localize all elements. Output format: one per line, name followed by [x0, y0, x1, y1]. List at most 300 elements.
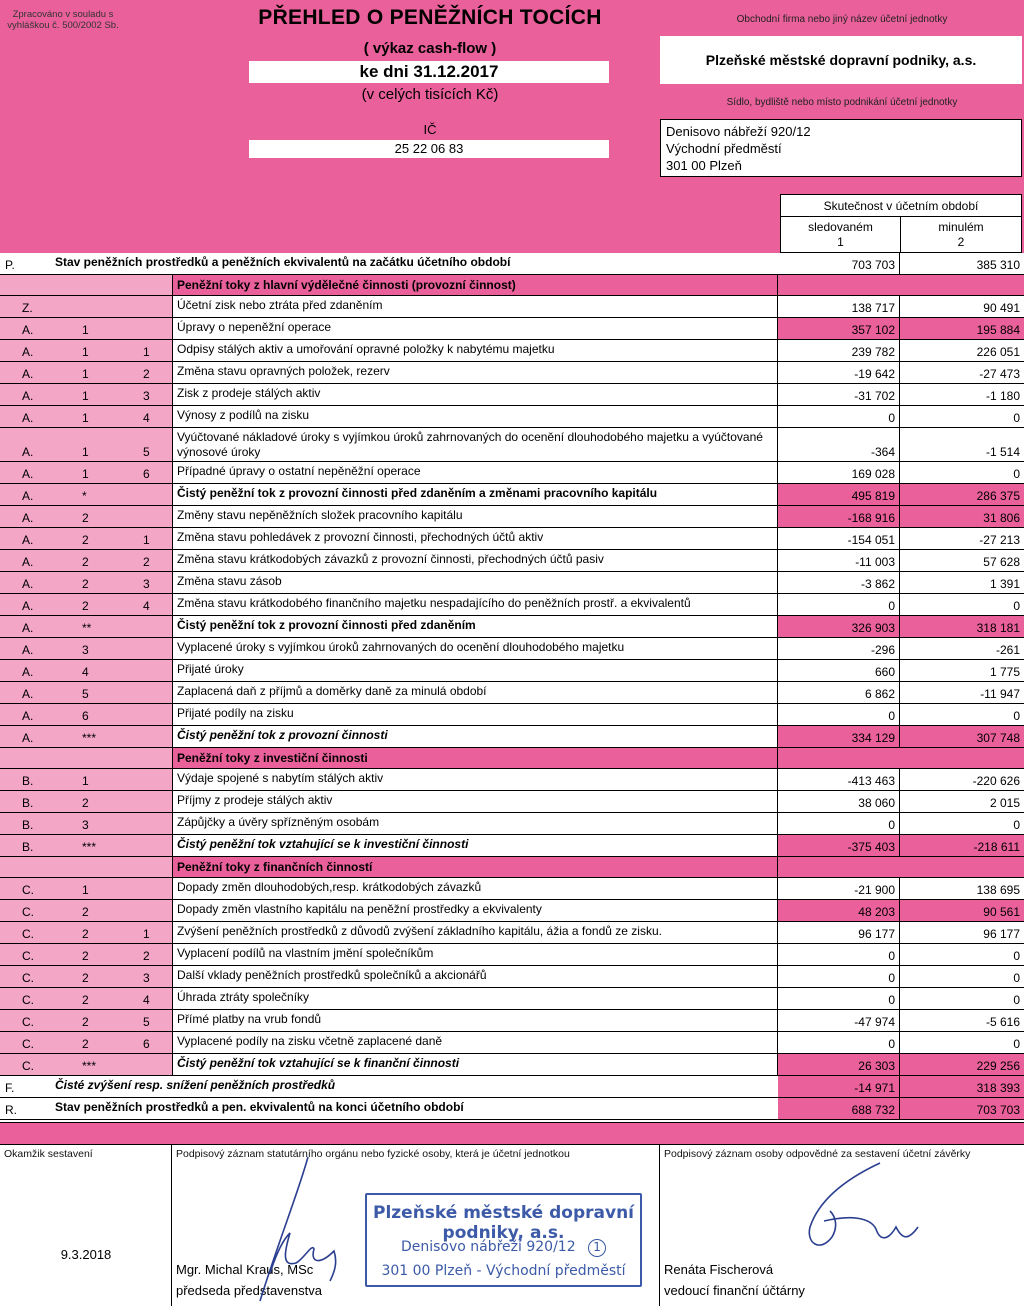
stamp-number: 1	[588, 1239, 606, 1257]
row-label: Přímé platby na vrub fondů	[172, 1010, 778, 1031]
value-current: -19 642	[778, 362, 900, 383]
value-current: -296	[778, 638, 900, 659]
row-code-number: 1	[82, 345, 89, 359]
row-label: Úhrada ztráty společníky	[172, 988, 778, 1009]
table-row	[0, 484, 1024, 506]
row-code-letter: C.	[22, 993, 34, 1007]
accountant-role: vedoucí finanční účtárny	[664, 1283, 805, 1298]
row-label: Čistý peněžní tok z provozní činnosti před zdaněním	[172, 616, 778, 637]
report-subtitle: ( výkaz cash-flow )	[363, 40, 497, 57]
stamp-company: Plzeňské městské dopravní podniky, a.s.	[372, 1203, 635, 1243]
opening-balance-row	[0, 253, 1024, 275]
row-code-letter: B.	[22, 840, 34, 854]
row-code-cell	[0, 428, 172, 461]
row-code-letter: A.	[22, 411, 34, 425]
row-code-letter: A.	[22, 345, 34, 359]
value-current: 0	[778, 594, 900, 615]
table-row	[0, 835, 1024, 857]
value-previous: 0	[900, 813, 1024, 834]
report-title: PŘEHLED O PENĚŽNÍCH TOCÍCH	[258, 6, 602, 29]
statutory-name: Mgr. Michal Kraus, MSc	[176, 1262, 314, 1277]
table-row	[0, 660, 1024, 682]
row-code-number: 1	[82, 323, 89, 337]
ico-value: 25 22 06 83	[249, 140, 609, 158]
column-current	[781, 217, 901, 253]
row-code-number: ***	[82, 731, 97, 745]
table-row	[0, 1032, 1024, 1054]
row-code-letter: A.	[22, 489, 34, 503]
row-code-number: 1	[82, 389, 89, 403]
seat-line: 301 00 Plzeň	[666, 158, 742, 173]
seat-line: Východní předměstí	[666, 141, 782, 156]
row-code-cell	[0, 1054, 172, 1075]
value-current: 0	[778, 966, 900, 987]
row-code: P.	[5, 258, 15, 272]
row-label: Vyplacené úroky s vyjímkou úroků zahrnovaných do ocenění dlouhodobého majetku	[172, 638, 778, 659]
value-current: 96 177	[778, 922, 900, 943]
value-previous: 0	[900, 1032, 1024, 1053]
table-row	[0, 594, 1024, 616]
value-previous: 0	[900, 944, 1024, 965]
row-code-number: *	[82, 489, 87, 503]
report-header	[0, 0, 1024, 253]
date-label: Okamžik sestavení	[4, 1148, 93, 1160]
row-code-number: 2	[82, 1037, 89, 1051]
row-code-letter: C.	[22, 949, 34, 963]
seat-line: Denisovo nábřeží 920/12	[666, 124, 811, 139]
row-label: Změna stavu pohledávek z provozní činnosti, přechodných účtů aktiv	[172, 528, 778, 549]
signature-footer	[0, 1144, 1024, 1306]
section-fill	[778, 275, 1024, 295]
value-previous: 226 051	[900, 340, 1024, 361]
row-label: Vyplacené podíly na zisku včetně zaplacené daně	[172, 1032, 778, 1053]
table-row	[0, 878, 1024, 900]
row-code-letter: C.	[22, 883, 34, 897]
row-code-number: 1	[82, 411, 89, 425]
value-previous: 2 015	[900, 791, 1024, 812]
value-previous: 1 391	[900, 572, 1024, 593]
value-current: 660	[778, 660, 900, 681]
row-label: Úpravy o nepeněžní operace	[172, 318, 778, 339]
row-code-number: 3	[82, 643, 89, 657]
row-code-cell	[0, 835, 172, 856]
value-current: -11 003	[778, 550, 900, 571]
table-row	[0, 406, 1024, 428]
table-row	[0, 726, 1024, 748]
row-label: Výnosy z podílů na zisku	[172, 406, 778, 427]
row-code-letter: A.	[22, 665, 34, 679]
row-code-cell	[0, 944, 172, 965]
value-previous: 195 884	[900, 318, 1024, 339]
value-previous: 1 775	[900, 660, 1024, 681]
row-code-cell	[0, 660, 172, 681]
table-row	[0, 900, 1024, 922]
value-current: 38 060	[778, 791, 900, 812]
row-label: Změna stavu opravných položek, rezerv	[172, 362, 778, 383]
column-previous-label: minulém	[938, 220, 984, 234]
row-code-cell	[0, 296, 172, 317]
row-code-letter: A.	[22, 323, 34, 337]
value-current: -14 971	[778, 1076, 900, 1097]
value-current: -21 900	[778, 878, 900, 899]
value-current: 357 102	[778, 318, 900, 339]
column-group-title: Skutečnost v účetním období	[781, 195, 1021, 217]
column-current-label: sledovaném	[808, 220, 873, 234]
value-current: 0	[778, 988, 900, 1009]
value-previous: 0	[900, 406, 1024, 427]
value-previous: -1 514	[900, 428, 1024, 461]
value-previous: 138 695	[900, 878, 1024, 899]
value-previous: 385 310	[900, 253, 1024, 274]
value-current: 48 203	[778, 900, 900, 921]
row-label: Přijaté úroky	[172, 660, 778, 681]
table-row	[0, 1010, 1024, 1032]
section-title: Peněžní toky z finančních činností	[172, 857, 778, 877]
section-header	[0, 857, 1024, 878]
row-code-cell	[0, 1032, 172, 1053]
report-date: ke dni 31.12.2017	[249, 61, 609, 83]
row-label: Odpisy stálých aktiv a umořování opravné položky k nabytému majetku	[172, 340, 778, 361]
value-previous: 318 181	[900, 616, 1024, 637]
row-label: Změny stavu nepěněžních složek pracovního kapitálu	[172, 506, 778, 527]
row-code-number: ***	[82, 1059, 97, 1073]
row-code-subnumber: 2	[143, 949, 150, 963]
accountant-signer	[664, 1259, 805, 1301]
row-code-cell	[0, 769, 172, 790]
row-label: Změna stavu zásob	[172, 572, 778, 593]
row-code-cell	[0, 528, 172, 549]
value-current: 26 303	[778, 1054, 900, 1075]
firm-label: Obchodní firma nebo jiný název účetní jednotky	[736, 14, 948, 25]
section-fill	[778, 857, 1024, 877]
row-code-cell	[0, 900, 172, 921]
row-code-cell	[0, 462, 172, 483]
table-row	[0, 988, 1024, 1010]
value-current: 0	[778, 944, 900, 965]
row-code-letter: A.	[22, 599, 34, 613]
row-code-number: 2	[82, 1015, 89, 1029]
row-code-subnumber: 5	[143, 1015, 150, 1029]
statutory-role: předseda představenstva	[176, 1283, 322, 1298]
row-code-letter: B.	[22, 774, 34, 788]
row-label: Změna stavu krátkodobého finančního majetku nespadajícího do peněžních prostř. a ekvivalentů	[172, 594, 778, 615]
row-code-letter: C.	[22, 1059, 34, 1073]
stamp-street	[367, 1239, 640, 1257]
value-current: 495 819	[778, 484, 900, 505]
row-code-number: 2	[82, 796, 89, 810]
row-code-subnumber: 3	[143, 577, 150, 591]
row-code-number: 3	[82, 818, 89, 832]
row-code-letter: A.	[22, 389, 34, 403]
value-previous: 31 806	[900, 506, 1024, 527]
row-code-number: 1	[82, 367, 89, 381]
footer-spacer	[0, 1122, 1024, 1144]
row-code-cell	[0, 704, 172, 725]
row-code-letter: A.	[22, 555, 34, 569]
row-code-letter: A.	[22, 709, 34, 723]
section-fill	[778, 748, 1024, 768]
value-current: -31 702	[778, 384, 900, 405]
value-current: 334 129	[778, 726, 900, 747]
report-units: (v celých tisících Kč)	[361, 86, 499, 103]
row-code-letter: C.	[22, 905, 34, 919]
cashflow-table	[0, 253, 1024, 1120]
closing-row	[0, 1076, 1024, 1098]
row-code: F.	[5, 1081, 15, 1095]
value-previous: 229 256	[900, 1054, 1024, 1075]
row-code-cell	[0, 726, 172, 747]
seat-address	[660, 119, 1022, 177]
row-code-number: 1	[82, 883, 89, 897]
value-previous: 0	[900, 462, 1024, 483]
table-row	[0, 362, 1024, 384]
row-code-letter: B.	[22, 796, 34, 810]
row-code-cell	[0, 550, 172, 571]
row-code-letter: C.	[22, 1015, 34, 1029]
value-current: -364	[778, 428, 900, 461]
row-code-subnumber: 2	[143, 367, 150, 381]
value-current: 239 782	[778, 340, 900, 361]
row-code-subnumber: 3	[143, 389, 150, 403]
value-previous: 57 628	[900, 550, 1024, 571]
row-code-number: 6	[82, 709, 89, 723]
stamp-street-text: Denisovo nábřeží 920/12	[400, 1239, 576, 1255]
row-code-number: 2	[82, 511, 89, 525]
value-previous: -5 616	[900, 1010, 1024, 1031]
row-code-number: 2	[82, 971, 89, 985]
row-code-number: 2	[82, 927, 89, 941]
value-current: 169 028	[778, 462, 900, 483]
row-code-cell	[0, 682, 172, 703]
row-label: Čistý peněžní tok z provozní činnosti před zdaněním a změnami pracovního kapitálu	[172, 484, 778, 505]
regulation-note: Zpracováno v souladu s vyhláškou č. 500/2002 Sb.	[7, 9, 119, 31]
row-label: Výdaje spojené s nabytím stálých aktiv	[172, 769, 778, 790]
value-previous: -218 611	[900, 835, 1024, 856]
row-code-letter: A.	[22, 731, 34, 745]
value-current: 0	[778, 813, 900, 834]
table-row	[0, 769, 1024, 791]
table-row	[0, 616, 1024, 638]
row-code-letter: C.	[22, 927, 34, 941]
row-code-number: 5	[82, 687, 89, 701]
row-code-subnumber: 4	[143, 411, 150, 425]
row-code-number: 4	[82, 665, 89, 679]
row-code-cell	[0, 616, 172, 637]
value-previous: -1 180	[900, 384, 1024, 405]
statutory-signature	[238, 1153, 378, 1305]
table-row	[0, 1054, 1024, 1076]
row-label: Čisté zvýšení resp. snížení peněžních prostředků	[55, 1078, 336, 1092]
row-code-cell	[0, 791, 172, 812]
row-code-letter: A.	[22, 445, 34, 459]
row-code-subnumber: 1	[143, 927, 150, 941]
row-code-number: 1	[82, 774, 89, 788]
row-label: Další vklady peněžních prostředků společníků a akcionářů	[172, 966, 778, 987]
statutory-label: Podpisový záznam statutárního orgánu nebo fyzické osoby, která je účetní jednotkou	[176, 1148, 570, 1160]
value-previous: -11 947	[900, 682, 1024, 703]
value-current: -168 916	[778, 506, 900, 527]
row-code: R.	[5, 1103, 17, 1117]
value-previous: 0	[900, 966, 1024, 987]
value-previous: 286 375	[900, 484, 1024, 505]
table-row	[0, 682, 1024, 704]
row-code-letter: A.	[22, 467, 34, 481]
firm-name: Plzeňské městské dopravní podniky, a.s.	[660, 36, 1022, 84]
value-previous: 703 703	[900, 1098, 1024, 1119]
row-code-cell	[0, 318, 172, 339]
table-row	[0, 506, 1024, 528]
value-current: 138 717	[778, 296, 900, 317]
value-previous: 0	[900, 594, 1024, 615]
compile-date: 9.3.2018	[60, 1247, 112, 1262]
value-current: 703 703	[778, 253, 900, 274]
value-previous: -220 626	[900, 769, 1024, 790]
row-code-cell	[0, 922, 172, 943]
row-code-number: **	[82, 621, 92, 635]
row-label: Zvýšení peněžních prostředků z důvodů zvýšení základního kapitálu, ážia a fondů ze zisku.	[172, 922, 778, 943]
value-previous: -27 213	[900, 528, 1024, 549]
section-title: Peněžní toky z investiční činnosti	[172, 748, 778, 768]
row-code-number: 2	[82, 599, 89, 613]
table-row	[0, 428, 1024, 462]
table-row	[0, 462, 1024, 484]
column-current-number: 1	[837, 235, 844, 249]
table-row	[0, 791, 1024, 813]
row-code-subnumber: 4	[143, 599, 150, 613]
row-code-letter: A.	[22, 367, 34, 381]
row-code-cell	[0, 340, 172, 361]
row-label: Přijaté podíly na zisku	[172, 704, 778, 725]
row-label: Zápůjčky a úvěry spřízněným osobám	[172, 813, 778, 834]
ico-label: IČ	[423, 122, 437, 137]
value-current: 0	[778, 406, 900, 427]
accountant-label: Podpisový záznam osoby odpovědné za sestavení účetní závěrky	[664, 1148, 971, 1160]
value-current: -375 403	[778, 835, 900, 856]
value-current: 688 732	[778, 1098, 900, 1119]
value-previous: -27 473	[900, 362, 1024, 383]
row-code-cell	[0, 362, 172, 383]
row-code-cell	[0, 966, 172, 987]
row-code-subnumber: 6	[143, 467, 150, 481]
row-code-letter: A.	[22, 621, 34, 635]
row-label: Dopady změn dlouhodobých,resp. krátkodobých závazků	[172, 878, 778, 899]
stamp-city: 301 00 Plzeň - Východní předměstí	[381, 1263, 626, 1279]
value-current: 326 903	[778, 616, 900, 637]
row-code-cell	[0, 384, 172, 405]
value-previous: 96 177	[900, 922, 1024, 943]
column-previous-number: 2	[957, 235, 965, 249]
row-code-subnumber: 6	[143, 1037, 150, 1051]
footer-date-cell	[0, 1145, 172, 1306]
row-code-letter: A.	[22, 511, 34, 525]
row-code-cell	[0, 572, 172, 593]
row-code-number: 2	[82, 905, 89, 919]
row-code-subnumber: 2	[143, 555, 150, 569]
row-code-subnumber: 5	[143, 445, 150, 459]
row-code-letter: Z.	[22, 301, 33, 315]
row-code-cell	[0, 1010, 172, 1031]
row-code-number: 2	[82, 533, 89, 547]
row-code-letter: A.	[22, 533, 34, 547]
value-previous: 318 393	[900, 1076, 1024, 1097]
row-label: Účetní zisk nebo ztráta před zdaněním	[172, 296, 778, 317]
row-label: Zaplacená daň z příjmů a doměrky daně za minulá období	[172, 682, 778, 703]
row-code-subnumber: 1	[143, 533, 150, 547]
row-label: Vyúčtované nákladové úroky s vyjímkou úroků zahrnovaných do ocenění dlouhodobého majetku a vyúčtované výnosové úroky	[172, 428, 778, 461]
row-label: Stav peněžních prostředků a pen. ekvivalentů na konci účetního období	[55, 1100, 464, 1114]
value-previous: 0	[900, 704, 1024, 725]
closing-row	[0, 1098, 1024, 1120]
table-row	[0, 550, 1024, 572]
column-header	[780, 194, 1022, 253]
row-code-cell	[0, 638, 172, 659]
row-code-cell	[0, 988, 172, 1009]
row-code-letter: A.	[22, 643, 34, 657]
table-row	[0, 296, 1024, 318]
row-label: Čistý peněžní tok z provozní činnosti	[172, 726, 778, 747]
row-label: Čistý peněžní tok vztahující se k finanční činnosti	[172, 1054, 778, 1075]
table-row	[0, 922, 1024, 944]
value-previous: 90 491	[900, 296, 1024, 317]
accountant-signature	[780, 1157, 930, 1267]
value-previous: 307 748	[900, 726, 1024, 747]
row-code-number: 2	[82, 949, 89, 963]
seat-label: Sídlo, bydliště nebo místo podnikání účetní jednotky	[726, 97, 958, 108]
table-row	[0, 384, 1024, 406]
column-previous	[901, 217, 1021, 253]
value-current: -413 463	[778, 769, 900, 790]
row-code-letter: C.	[22, 1037, 34, 1051]
row-code-number: ***	[82, 840, 97, 854]
row-code-cell	[0, 406, 172, 427]
value-current: 0	[778, 1032, 900, 1053]
table-row	[0, 318, 1024, 340]
value-previous: 90 561	[900, 900, 1024, 921]
table-row	[0, 638, 1024, 660]
row-code-subnumber: 4	[143, 993, 150, 1007]
row-code-number: 1	[82, 445, 89, 459]
row-code-cell	[0, 594, 172, 615]
table-row	[0, 944, 1024, 966]
row-label: Příjmy z prodeje stálých aktiv	[172, 791, 778, 812]
row-code-cell	[0, 484, 172, 505]
value-previous: 0	[900, 988, 1024, 1009]
section-header	[0, 275, 1024, 296]
table-row	[0, 813, 1024, 835]
row-code-number: 1	[82, 467, 89, 481]
row-label: Zisk z prodeje stálých aktiv	[172, 384, 778, 405]
row-code-letter: C.	[22, 971, 34, 985]
row-code-letter: A.	[22, 687, 34, 701]
accountant-name: Renáta Fischerová	[664, 1262, 774, 1277]
value-current: -154 051	[778, 528, 900, 549]
value-current: 0	[778, 704, 900, 725]
row-code-cell	[0, 813, 172, 834]
value-previous: -261	[900, 638, 1024, 659]
row-code-letter: A.	[22, 577, 34, 591]
row-label: Čistý peněžní tok vztahující se k investiční činnosti	[172, 835, 778, 856]
value-current: -3 862	[778, 572, 900, 593]
table-row	[0, 572, 1024, 594]
value-current: -47 974	[778, 1010, 900, 1031]
row-code-number: 2	[82, 555, 89, 569]
row-label: Stav peněžních prostředků a peněžních ekvivalentů na začátku účetního období	[55, 255, 511, 269]
row-code-subnumber: 1	[143, 345, 150, 359]
row-code-number: 2	[82, 577, 89, 591]
row-code-cell	[0, 506, 172, 527]
section-title: Peněžní toky z hlavní výdělečné činnosti (provozní činnost)	[172, 275, 778, 295]
row-label: Případné úpravy o ostatní nepěněžní operace	[172, 462, 778, 483]
